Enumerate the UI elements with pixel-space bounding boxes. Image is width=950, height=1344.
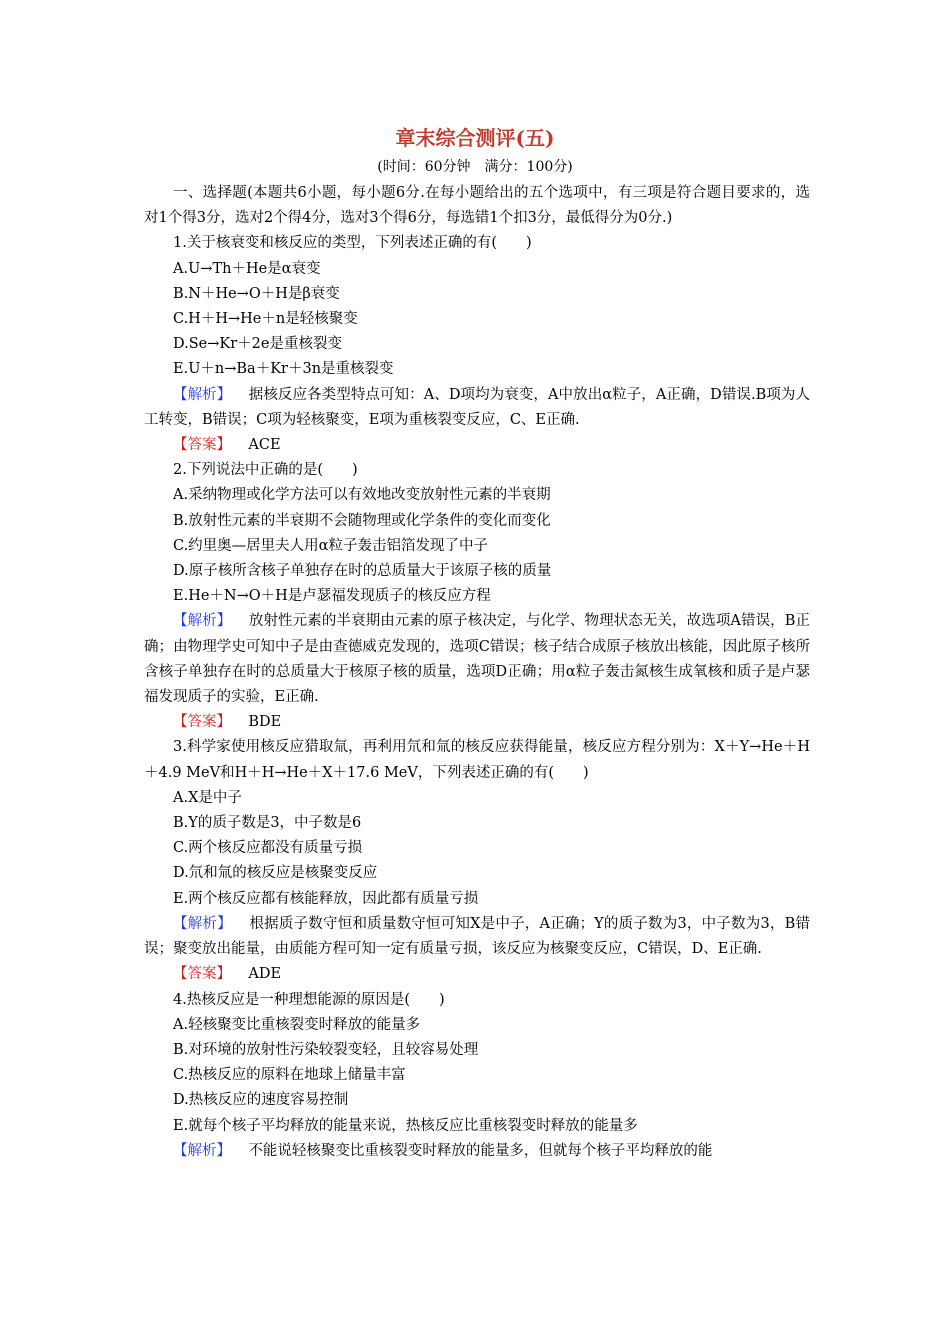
option-d: D.热核反应的速度容易控制: [173, 1092, 349, 1109]
analysis-label: 【解析】: [173, 613, 232, 630]
answer-text: ACE: [248, 437, 281, 454]
option-e: E.U＋n→Ba＋Kr＋3n是重核裂变: [173, 361, 394, 378]
option-e: E.就每个核子平均释放的能量来说，热核反应比重核裂变时释放的能量多: [173, 1117, 638, 1134]
option-a: A.U→Th＋He是α衰变: [173, 260, 321, 277]
option-d: D.Se→Kr＋2e是重核裂变: [173, 336, 342, 353]
question-stem: 2.下列说法中正确的是( ): [173, 462, 358, 479]
option-a: A.X是中子: [173, 789, 242, 806]
answer-label: 【答案】: [173, 714, 231, 731]
question-stem: 1.关于核衰变和核反应的类型，下列表述正确的有( ): [173, 235, 532, 252]
document-body: [144, 181, 810, 1164]
answer-line: [144, 710, 810, 735]
question-4: [144, 988, 810, 1164]
question-3: [144, 735, 810, 987]
question-stem: 4.热核反应是一种理想能源的原因是( ): [173, 991, 445, 1008]
analysis-paragraph: [144, 609, 810, 710]
analysis-label: 【解析】: [173, 1142, 231, 1159]
analysis-text: 不能说轻核聚变比重核裂变时释放的能量多，但就每个核子平均释放的能: [248, 1142, 713, 1159]
question-stem: 3.科学家使用核反应猎取氚，再利用氘和氚的核反应获得能量，核反应方程分别为：X＋Y→He＋H＋4.9 MeV和H＋H→He＋X＋17.6 MeV，下列表述正确的有( ): [144, 739, 810, 781]
exam-info: (时间：60分钟 满分：100分): [377, 159, 573, 175]
question-1: [144, 231, 810, 458]
option-b: B.放射性元素的半衰期不会随物理或化学条件的变化而变化: [173, 512, 551, 529]
option-c: C.热核反应的原料在地球上储量丰富: [173, 1067, 406, 1084]
answer-label: 【答案】: [173, 437, 231, 454]
option-a: A.采纳物理或化学方法可以有效地改变放射性元素的半衰期: [173, 487, 551, 504]
option-c: C.约里奥—居里夫人用α粒子轰击铝箔发现了中子: [173, 537, 488, 554]
option-b: B.N＋He→O＋H是β衰变: [173, 285, 340, 302]
answer-line: [144, 433, 810, 458]
option-d: D.氘和氚的核反应是核聚变反应: [173, 865, 378, 882]
analysis-paragraph: [144, 1139, 810, 1164]
option-e: E.He＋N→O＋H是卢瑟福发现质子的核反应方程: [173, 588, 491, 605]
answer-label: 【答案】: [173, 966, 231, 983]
analysis-text: 据核反应各类型特点可知：A、D项均为衰变，A中放出α粒子，A正确，D错误.B项为人工转变，B错误；C项为轻核聚变，E项为重核裂变反应，C、E正确.: [144, 386, 811, 428]
answer-line: [144, 962, 810, 987]
section-intro: 一、选择题(本题共6小题，每小题6分.在每小题给出的五个选项中，有三项是符合题目要求的，选对1个得3分，选对2个得4分，选对3个得6分，每选错1个扣3分，最低得分为0分.): [144, 185, 810, 227]
analysis-text: 根据质子数守恒和质量数守恒可知X是中子，A正确；Y的质子数为3，中子数为3，B错误；聚变放出能量，由质能方程可知一定有质量亏损，该反应为核聚变反应，C错误，D、E正确.: [144, 915, 810, 958]
option-c: C.两个核反应都没有质量亏损: [173, 840, 363, 857]
option-d: D.原子核所含核子单独存在时的总质量大于该原子核的质量: [173, 563, 552, 580]
option-a: A.轻核聚变比重核裂变时释放的能量多: [173, 1016, 421, 1033]
page-title: 章末综合测评(五): [395, 126, 555, 150]
answer-text: BDE: [248, 714, 282, 731]
analysis-paragraph: [144, 383, 810, 433]
option-c: C.H＋H→He＋n是轻核聚变: [173, 311, 358, 328]
question-2: [144, 458, 810, 735]
option-e: E.两个核反应都有核能释放，因此都有质量亏损: [173, 890, 479, 907]
analysis-label: 【解析】: [173, 915, 232, 932]
option-b: B.对环境的放射性污染较裂变轻，且较容易处理: [173, 1041, 479, 1058]
analysis-label: 【解析】: [173, 386, 232, 403]
analysis-text: 放射性元素的半衰期由元素的原子核决定，与化学、物理状态无关，故选项A错误，B正确；由物理学史可知中子是由查德威克发现的，选项C错误；核子结合成原子核放出核能，因此原子核所含核子单独存在时的总质量大于核原子核的质量，选项D正确；用α粒子轰击氮核生成氧核和质子是卢瑟福发现质子的实验，E正确.: [144, 613, 811, 706]
answer-text: ADE: [248, 966, 282, 983]
option-b: B.Y的质子数是3，中子数是6: [173, 815, 362, 832]
analysis-paragraph: [144, 912, 810, 962]
